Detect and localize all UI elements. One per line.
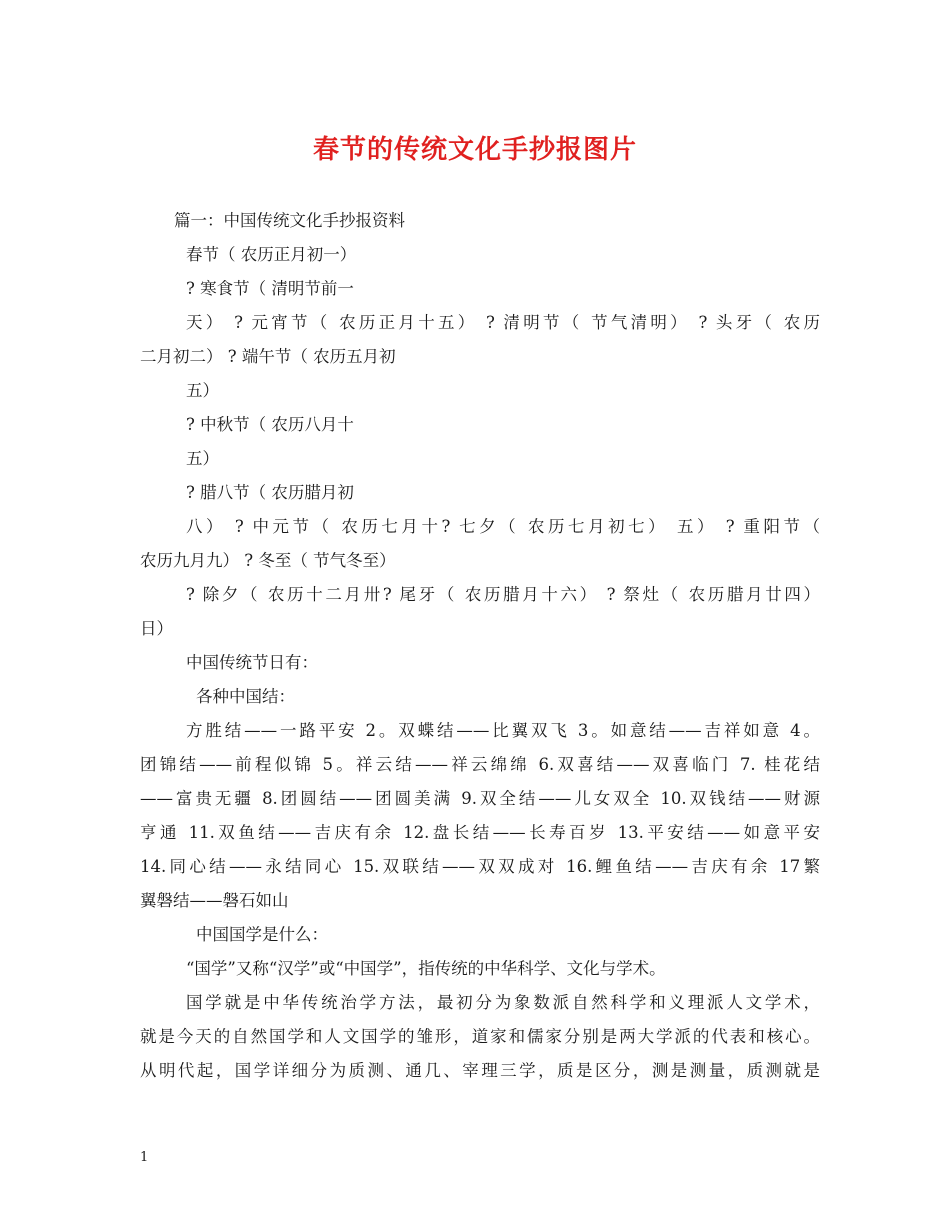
section-heading: 各种中国结： [196, 687, 295, 706]
paragraph-line: 亨通 11.双鱼结——吉庆有余 12.盘长结——长寿百岁 13.平安结——如意平安 [140, 823, 820, 842]
text-line: 五） [186, 381, 219, 400]
paragraph-line: ——富贵无疆 8.团圆结——团圆美满 9.双全结——儿女双全 10.双钱结——财源 [140, 789, 820, 808]
paragraph-line: 国学就是中华传统治学方法，最初分为象数派自然科学和义理派人文学术， [186, 993, 820, 1012]
text-line: 春节（ 农历正月初一） [186, 245, 357, 264]
text-line: 日） [140, 619, 173, 638]
text-line: 农历九月九） ? 冬至（ 节气冬至） [140, 551, 396, 570]
section-heading: 篇一：中国传统文化手抄报资料 [174, 211, 405, 230]
text-line: 二月初二） ? 端午节（ 农历五月初 [140, 347, 396, 366]
text-line: 天） ? 元宵节（ 农历正月十五） ? 清明节（ 节气清明） ? 头牙（ 农历 [186, 313, 820, 332]
paragraph-line: “国学”又称“汉学”或“中国学”，指传统的中华科学、文化与学术。 [186, 959, 666, 978]
section-heading: 中国国学是什么： [196, 925, 328, 944]
page-title: 春节的传统文化手抄报图片 [312, 135, 637, 165]
paragraph-line: 就是今天的自然国学和人文国学的雏形，道家和儒家分别是两大学派的代表和核心。 [140, 1027, 820, 1046]
paragraph-line: 从明代起，国学详细分为质测、通几、宰理三学，质是区分，测是测量，质测就是 [140, 1061, 820, 1080]
text-line: 八） ? 中元节（ 农历七月十? 七夕（ 农历七月初七） 五） ? 重阳节（ [186, 517, 820, 536]
text-line: ? 中秋节（ 农历八月十 [186, 415, 354, 434]
text-line: ? 腊八节（ 农历腊月初 [186, 483, 354, 502]
text-line: ? 除夕（ 农历十二月卅? 尾牙（ 农历腊月十六） ? 祭灶（ 农历腊月廿四） [186, 585, 820, 604]
paragraph-line: 翼磐结——磐石如山 [140, 891, 289, 910]
document-body [140, 204, 820, 1088]
paragraph-line: 团锦结——前程似锦 5。祥云结——祥云绵绵 6.双喜结——双喜临门 7. 桂花结 [140, 755, 820, 774]
paragraph-line: 14.同心结——永结同心 15.双联结——双双成对 16.鲤鱼结——吉庆有余 17繁 [140, 857, 820, 876]
text-line: ? 寒食节（ 清明节前一 [186, 279, 354, 298]
text-line: 五） [186, 449, 219, 468]
section-heading: 中国传统节日有： [186, 653, 318, 672]
paragraph-line: 方胜结——一路平安 2。双蝶结——比翼双飞 3。如意结——吉祥如意 4。 [186, 721, 820, 740]
page-number: 1 [140, 1150, 149, 1165]
